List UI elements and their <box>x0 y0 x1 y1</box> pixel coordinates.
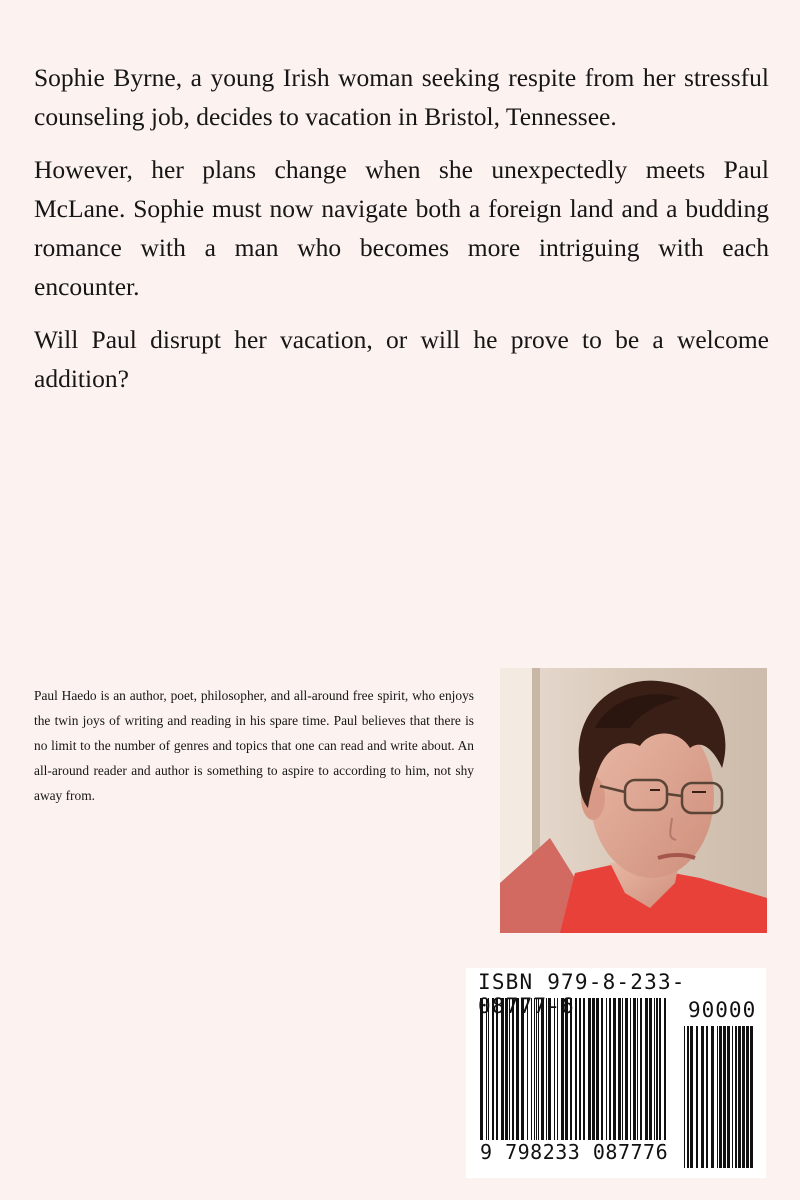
blurb-paragraph-2: However, her plans change when she unexpectedly meets Paul McLane. Sophie must now navigate both a foreign land and a budding romance with a man who becomes more intriguing with each encounter. <box>34 155 769 301</box>
isbn-label: ISBN 979-8-233-08777-6 <box>478 970 686 1018</box>
barcode-digits: 9 798233 087776 <box>480 1140 669 1164</box>
author-bio: Paul Haedo is an author, poet, philosopher, and all-around free spirit, who enjoys the twin joys of writing and reading in his spare time. Paul believes that there is no limit to the number of genres and topics that one can read and write about. An all-around reader and author is something to aspire to according to him, not shy away from. <box>34 688 474 803</box>
isbn-barcode <box>466 968 766 1178</box>
author-photo <box>500 668 767 933</box>
price-code: 90000 <box>688 998 757 1022</box>
blurb-paragraph-1: Sophie Byrne, a young Irish woman seeking respite from her stressful counseling job, decides to vacation in Bristol, Tennessee. <box>34 63 769 131</box>
back-cover-blurb <box>34 58 769 412</box>
blurb-paragraph-3: Will Paul disrupt her vacation, or will he prove to be a welcome addition? <box>34 325 769 393</box>
